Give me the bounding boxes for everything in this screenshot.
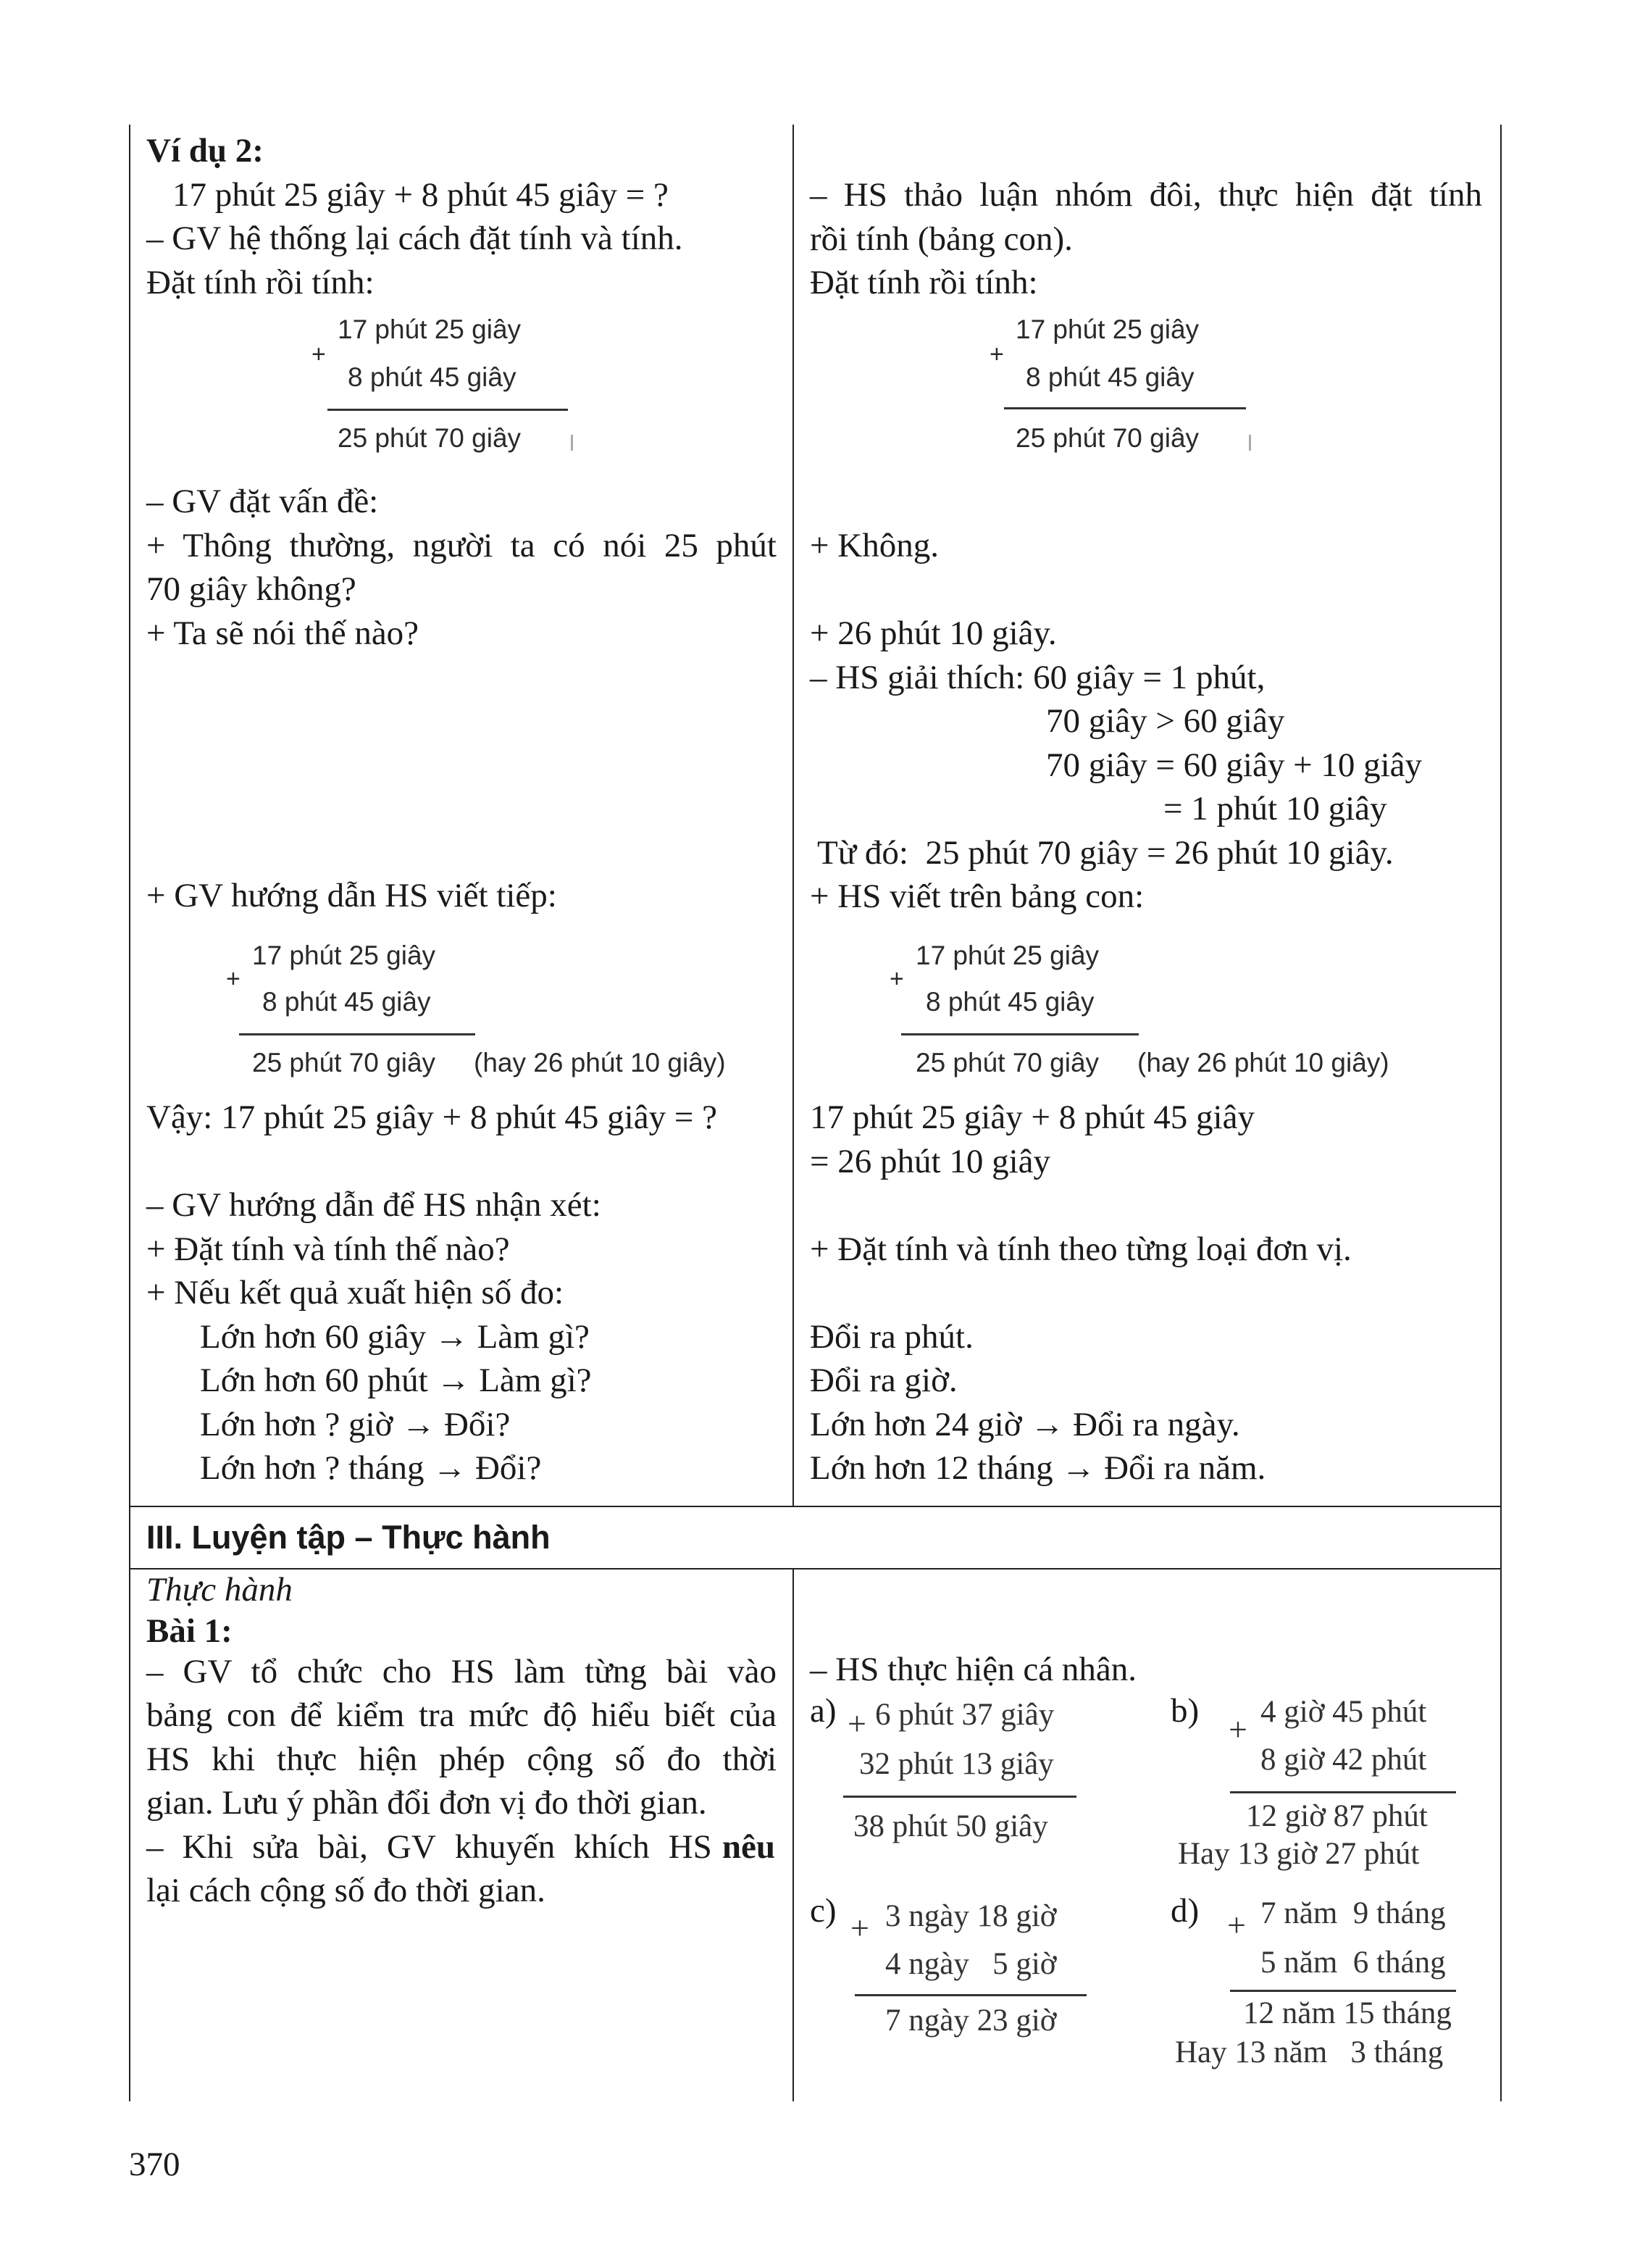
teacher-dat-tinh: Đặt tính rồi tính:	[146, 263, 375, 301]
sum-note: (hay 26 phút 10 giây)	[1137, 1048, 1389, 1077]
exercise-label: b)	[1171, 1692, 1200, 1730]
student-result-2: = 26 phút 10 giây	[810, 1142, 1050, 1180]
student-dat-tinh: Đặt tính rồi tính:	[810, 264, 1038, 301]
vertical-sum-student-1	[990, 310, 1279, 470]
plus-sign: +	[311, 341, 326, 368]
plus-sign: +	[990, 341, 1004, 368]
teacher-system-line: – GV hệ thống lại cách đặt tính và tính.	[146, 220, 683, 257]
exercise-bottom: 32 phút 13 giây	[859, 1747, 1054, 1781]
teacher-column-problem	[146, 480, 777, 655]
exercise-result: 12 giờ 87 phút	[1246, 1799, 1428, 1833]
blank-line	[146, 1140, 777, 1184]
student-discuss-line-2: rồi tính (bảng con).	[810, 220, 1073, 258]
teacher-conclusion: Vậy: 17 phút 25 giây + 8 phút 45 giây = ?	[146, 1098, 717, 1136]
student-column-result	[810, 1096, 1482, 1491]
word: Khi	[182, 1827, 234, 1866]
table-row-divider-top	[129, 1506, 1502, 1507]
exercise-top: 6 phút 37 giây	[875, 1698, 1055, 1732]
student-answer-2: Đổi ra giờ.	[810, 1362, 958, 1399]
teacher-guide-comment: – GV hướng dẫn để HS nhận xét:	[146, 1186, 601, 1224]
sum-addend-2: 8 phút 45 giây	[262, 987, 431, 1017]
teacher-question-1-line-2: 70 giây không?	[146, 570, 356, 608]
student-therefore: Từ đó: 25 phút 70 giây = 26 phút 10 giây.	[817, 833, 1394, 872]
exercise-bottom: 8 giờ 42 phút	[1260, 1743, 1427, 1777]
teacher-question-if: + Nếu kết quả xuất hiện số đo:	[146, 1274, 564, 1312]
sum-addend-2: 8 phút 45 giây	[926, 987, 1095, 1017]
student-explain-3: 70 giây = 60 giây + 10 giây	[1046, 746, 1423, 784]
student-intro: – HS thực hiện cá nhân.	[810, 1651, 1137, 1688]
exercise-label: c)	[810, 1892, 837, 1930]
blank-line	[810, 1271, 1482, 1315]
exercise-top: 4 giờ 45 phút	[1260, 1695, 1427, 1729]
word: sửa	[252, 1827, 299, 1866]
sum-addend-1: 17 phút 25 giây	[1016, 314, 1200, 344]
teacher-column-conclusion	[146, 1096, 777, 1491]
sum-bar	[1004, 407, 1246, 409]
section3-student-column	[810, 1648, 1482, 1692]
sum-addend-1: 17 phút 25 giây	[252, 941, 436, 970]
vertical-sum-teacher-1	[311, 310, 601, 470]
teacher-bold-word: nêu	[722, 1827, 775, 1866]
sum-addend-1: 17 phút 25 giây	[338, 314, 522, 344]
plus-sign: +	[850, 1909, 869, 1946]
teacher-line-6: lại cách cộng số đo thời gian.	[146, 1872, 545, 1909]
exercise-top: 3 ngày 18 giờ	[885, 1899, 1057, 1933]
example-title: Ví dụ 2:	[146, 132, 264, 170]
sum-addend-2: 8 phút 45 giây	[1026, 362, 1195, 392]
sum-bar	[901, 1033, 1139, 1035]
table-left-border	[129, 125, 130, 2101]
exercise-result: 12 năm 15 tháng	[1243, 1996, 1452, 2030]
vertical-sum-teacher-2	[226, 936, 777, 1096]
student-column-example	[810, 173, 1482, 305]
blank-line	[810, 1183, 1482, 1227]
word: –	[146, 1827, 164, 1866]
practice-label: Thực hành	[146, 1571, 293, 1609]
teacher-case-3: Lớn hơn ? giờ → Đổi?	[200, 1405, 511, 1443]
teacher-line-2: bảng con để kiểm tra mức độ hiểu biết của	[146, 1696, 777, 1734]
exercise-label: a)	[810, 1692, 837, 1730]
teacher-question-how: + Đặt tính và tính thế nào?	[146, 1230, 510, 1268]
teacher-case-2: Lớn hơn 60 phút → Làm gì?	[200, 1362, 592, 1399]
table-right-border	[1500, 125, 1502, 2101]
teacher-line-4: gian. Lưu ý phần đổi đơn vị đo thời gian.	[146, 1784, 707, 1822]
teacher-question-2: + Ta sẽ nói thế nào?	[146, 614, 419, 652]
word: khuyến	[454, 1827, 556, 1866]
student-explain-1: – HS giải thích: 60 giây = 1 phút,	[810, 658, 1266, 696]
table-middle-border-lower	[792, 1568, 794, 2101]
exercise-b	[1171, 1694, 1482, 1883]
exercise-c	[810, 1894, 1114, 2054]
teacher-guide-write-line: + GV hướng dẫn HS viết tiếp:	[146, 877, 557, 914]
plus-sign: +	[226, 965, 241, 993]
teacher-line-5	[146, 1825, 775, 1869]
sum-note: (hay 26 phút 10 giây)	[474, 1048, 726, 1077]
student-discuss-line-1: – HS thảo luận nhóm đôi, thực hiện đặt tính	[810, 176, 1482, 214]
teacher-question-1-line-1: + Thông thường, người ta có nói 25 phút	[146, 526, 777, 564]
plus-sign: +	[1227, 1906, 1246, 1943]
exercise-label: d)	[1171, 1892, 1200, 1930]
student-explain-2: 70 giây > 60 giây	[1046, 702, 1285, 740]
student-answer-how: + Đặt tính và tính theo từng loại đơn vị.	[810, 1230, 1352, 1268]
exercise-d	[1171, 1894, 1482, 2083]
teacher-case-4: Lớn hơn ? tháng → Đổi?	[200, 1449, 542, 1487]
word: bài,	[317, 1827, 368, 1866]
word: GV	[386, 1827, 436, 1866]
section-title: III. Luyện tập – Thực hành	[146, 1519, 551, 1556]
student-answer-no: + Không.	[810, 527, 939, 564]
plus-sign: +	[890, 965, 904, 993]
sum-result: 25 phút 70 giây	[1016, 423, 1200, 453]
exercise-note: Hay 13 năm 3 tháng	[1175, 2035, 1444, 2069]
teacher-case-1: Lớn hơn 60 giây → Làm gì?	[200, 1317, 590, 1356]
exercise-a	[810, 1694, 1100, 1854]
exercise-top: 7 năm 9 tháng	[1260, 1896, 1446, 1930]
exercise-note: Hay 13 giờ 27 phút	[1178, 1837, 1420, 1871]
student-explain-4: = 1 phút 10 giây	[1163, 790, 1387, 827]
student-answer-3: Lớn hơn 24 giờ → Đổi ra ngày.	[810, 1405, 1240, 1443]
exercise-bottom: 4 ngày 5 giờ	[885, 1947, 1057, 1981]
student-write-board: + HS viết trên bảng con:	[810, 877, 1145, 915]
word: HS	[668, 1827, 712, 1866]
plus-sign: +	[1229, 1711, 1247, 1748]
blank-line	[810, 568, 1482, 612]
vertical-sum-student-2	[890, 936, 1469, 1096]
sum-result: 25 phút 70 giây	[916, 1048, 1100, 1077]
page-number: 370	[129, 2146, 180, 2183]
sum-addend-1: 17 phút 25 giây	[916, 941, 1100, 970]
teacher-column-example	[146, 129, 777, 304]
teacher-guide-write	[146, 874, 777, 918]
sum-result: 25 phút 70 giây	[338, 423, 522, 453]
exercise-bottom: 5 năm 6 tháng	[1260, 1946, 1446, 1980]
teacher-line-5-text	[146, 1825, 712, 1869]
student-result-1: 17 phút 25 giây + 8 phút 45 giây	[810, 1098, 1255, 1136]
table-middle-border	[792, 125, 794, 1506]
student-answer-4: Lớn hơn 12 tháng → Đổi ra năm.	[810, 1449, 1266, 1487]
sum-result: 25 phút 70 giây	[252, 1048, 436, 1077]
student-column-answers	[810, 524, 1482, 919]
exercise-1-title: Bài 1:	[146, 1612, 233, 1650]
student-answer-26: + 26 phút 10 giây.	[810, 614, 1057, 652]
example-problem: 17 phút 25 giây + 8 phút 45 giây = ?	[172, 175, 669, 214]
teacher-problem-intro: – GV đặt vấn đề:	[146, 483, 379, 520]
exercise-bar	[843, 1796, 1076, 1798]
exercise-bar	[1230, 1990, 1456, 1992]
student-answer-1: Đổi ra phút.	[810, 1317, 974, 1356]
word: khích	[574, 1827, 650, 1866]
plus-sign: +	[848, 1705, 866, 1742]
teacher-line-3: HS khi thực hiện phép cộng số đo thời	[146, 1740, 777, 1778]
sum-tick	[1249, 435, 1251, 451]
sum-addend-2: 8 phút 45 giây	[348, 362, 516, 392]
exercise-bar	[855, 1994, 1087, 1996]
sum-bar	[239, 1033, 475, 1035]
exercise-bar	[1230, 1791, 1456, 1793]
sum-bar	[327, 409, 568, 411]
teacher-line-1: – GV tổ chức cho HS làm từng bài vào	[146, 1652, 777, 1690]
section3-teacher-column	[146, 1568, 777, 1913]
sum-tick	[571, 435, 573, 451]
exercise-result: 7 ngày 23 giờ	[885, 2004, 1057, 2038]
exercise-result: 38 phút 50 giây	[853, 1809, 1048, 1843]
